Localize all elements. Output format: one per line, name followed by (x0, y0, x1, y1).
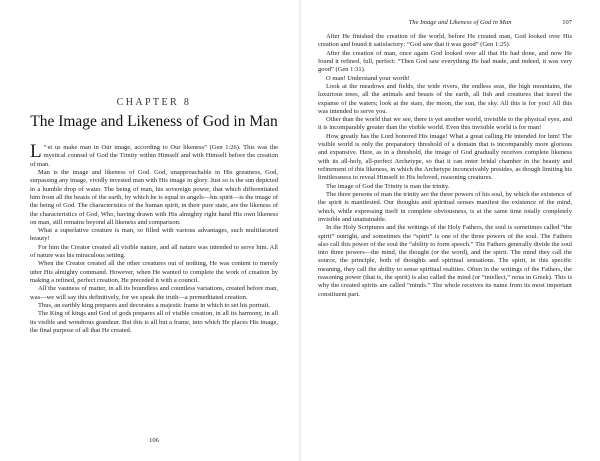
page-number: 106 (149, 437, 159, 444)
paragraph: O man! Understand your worth! (326, 74, 410, 82)
paragraph: Thus, an earthly king prepares and decorates a majestic frame in which to set his portrait. (38, 301, 270, 309)
right-page (318, 0, 572, 461)
chapter-title: The Image and Likeness of God in Man (30, 113, 278, 130)
paragraph: The image of God the Trinity is man the trinity. (326, 182, 450, 190)
paragraph: In the Holy Scriptures and the writings of the Holy Fathers, the soul is sometimes called “the spirit” outright, and sometimes the “spirit” is one of the three powers of the soul. The Fathers also call this power of the soul the “ability to form speech.” The Fathers generally divide the soul into three powers—the mind, the thought (or the word), and the spirit. The mind they call the source, the principle, both of thoughts and spiritual sensations. The spirit, in this specific meaning, they call the ability to sense spiritual realities. Often in the writings of the Fathers, the reasoning power (that is, the spirit) is also called the mind (or “intellect,” nous in Greek). This is why the created spirits are called “minds.” The whole receives its name from its most important constituent part. (318, 224, 572, 298)
paragraph: Man is the image and likeness of God. God, unapproachable in His greatness, God, surpassing any image, vividly invested man with His image in glory. Just so is the sun depicted in a humble drop of water. The being of man, his sovereign power, that which differentiated him from all the beasts of the earth, by which he is equal to angels—his spirit—is the image of the being of God. The characteristics of the human spirit, in their pure state, are the likeness of the characteristics of God, Who, having drawn with His almighty right hand His own likeness on man, still remains beyond all likeness and comparison. (30, 168, 278, 226)
running-head (318, 19, 572, 28)
left-page (30, 0, 278, 461)
paragraph: How greatly has the Lord honored His image! What a great calling He intended for him! The visible world is only the preparatory threshold of a domain that is incomparably more glorious and expansive. Here, as in a threshold, the image of God gradually receives complete likeness with its all-holy, all-perfect Archetype, so that it can enter bridal chamber in the beauty and refinement of this likeness, in which the Archetype inconceivably presides, as though limiting his limitlessness to reveal Himself to His beloved, reasoning creatures. (318, 132, 572, 182)
paragraph: The King of kings and God of gods prepares all of visible creation, in all its harmony, in all its visible and wondrous grandeur. But this is all but a frame, into which He places His image, the final purpose of all that He created. (30, 310, 278, 334)
book-gutter (299, 0, 301, 461)
drop-cap: L (30, 141, 42, 162)
paragraph: After He finished the creation of the world, before He created man, God looked over His creation and found it satisfactory: “God saw that it was good” (Gen 1:25). (318, 33, 572, 49)
paragraph: Look at the meadows and fields, the wide rivers, the endless seas, the high mountains, the luxurious trees, all the animals and beasts of the earth, all fish and creatures that travel the expanse of the waters; look at the stars, the moon, the sun, the sky. All this is for you! All this was intended to serve you. (318, 82, 572, 115)
paragraph: For him the Creator created all visible nature, and all nature was intended to serve him. All of nature was his miraculous setting. (30, 243, 278, 260)
running-head-title: The Image and Likeness of God in Man (408, 19, 512, 26)
paragraph: Other than the world that we see, there is yet another world, invisible to the physical eyes, and it is incomparably greater than the visible world. Even this invisible world is for man! (318, 116, 572, 132)
paragraph: After the creation of man, once again God looked over all that He had done, and now He found it refined, full, perfect: “Then God saw everything He had made, and indeed, it was very good” (Gen 1:31). (318, 49, 572, 74)
paragraph: All the vastness of matter, in all its boundless and countless variations, created before man, was—we will say this definitively, for we speak the truth—a premeditated creation. (30, 285, 278, 301)
left-page-body (30, 141, 278, 335)
paragraph: What a superlative creature is man, so filled with various advantages, such multifaceted beauty! (30, 227, 278, 243)
chapter-label: CHAPTER 8 (116, 97, 192, 108)
paragraph: When the Creator created all the other creatures out of nothing, He was content to merely utter His almighty command. However, when He wanted to complete the work of creation by making a refined, perfect creation, He preceded it with a council. (30, 260, 278, 284)
paragraph: The three persons of man the trinity are the three powers of his soul, by which the existence of the spirit is manifested. Our thoughts and spiritual senses manifest the existence of the mind, which, while expressing itself in complete obviousness, is at the same time totally completely invisible and unattainable. (318, 190, 572, 223)
opening-quote-mark: “ (43, 144, 47, 151)
right-page-body (318, 33, 572, 299)
paragraph: “ L et us make man in Our image, according to Our likeness” (Gen 1:26). This was the mystical counsel of God the Trinity within Himself and with Himself before the creation of man. (30, 141, 278, 168)
page-number: 107 (562, 19, 572, 26)
